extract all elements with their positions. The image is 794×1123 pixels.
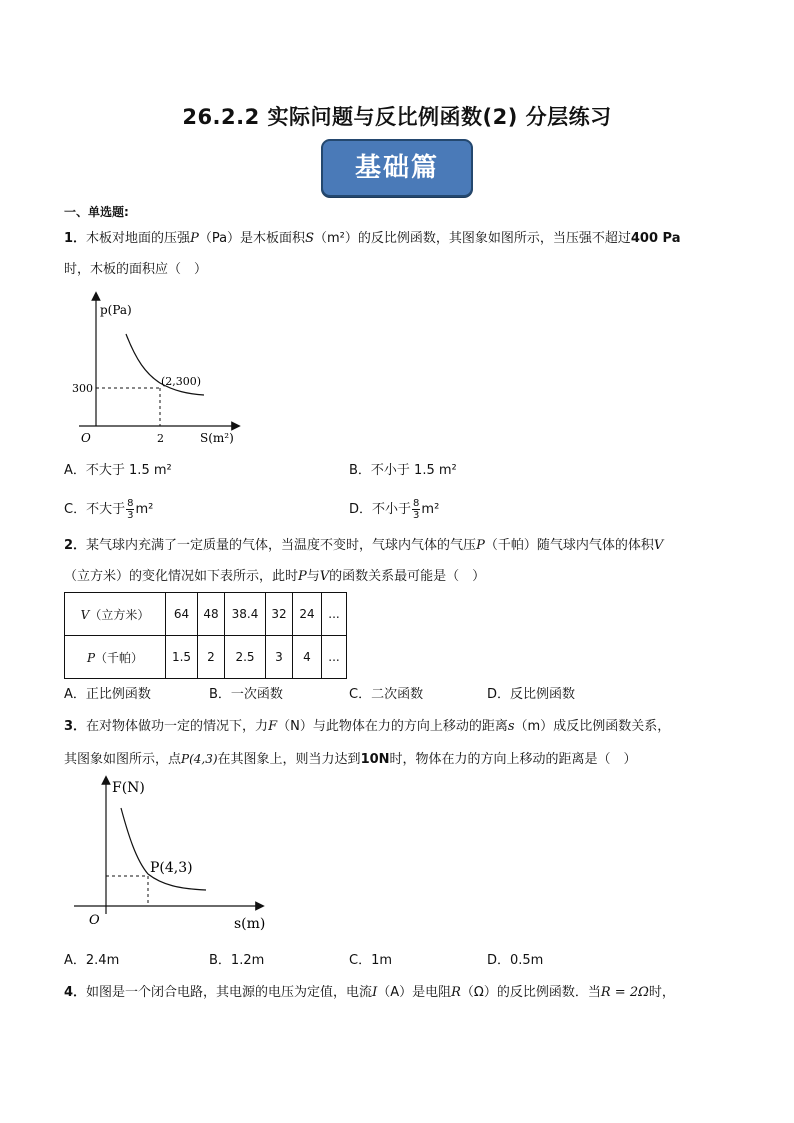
q3-curve <box>121 808 206 890</box>
q3-option-b[interactable]: B．1.2m <box>209 953 265 968</box>
level-badge: 基础篇 <box>321 139 473 197</box>
q1-x-label: S(m²) <box>200 431 234 445</box>
table-cell: 1.5 <box>166 636 198 679</box>
q2-option-b[interactable]: B．一次函数 <box>209 687 283 702</box>
table-cell: 3 <box>266 636 293 679</box>
q1-option-b[interactable]: B．不小于 1.5 m² <box>349 463 457 478</box>
table-cell: 24 <box>293 593 322 636</box>
q1-point-label: (2,300) <box>161 375 202 388</box>
q4-line1: 4．如图是一个闭合电路，其电源的电压为定值，电流I（A）是电阻R（Ω）的反比例函数．当R = 2Ω时， <box>64 985 675 1000</box>
q3-option-d[interactable]: D．0.5m <box>487 953 544 968</box>
table-cell: 32 <box>266 593 293 636</box>
q3-line1: 3．在对物体做功一定的情况下，力F（N）与此物体在力的方向上移动的距离s（m）成反比例函数关系， <box>64 719 671 734</box>
q2-table <box>64 592 347 679</box>
table-cell: 64 <box>166 593 198 636</box>
table-cell: 38.4 <box>225 593 266 636</box>
q2-option-a[interactable]: A．正比例函数 <box>64 687 151 702</box>
q2-line1: 2．某气球内充满了一定质量的气体，当温度不变时，气球内气体的气压P（千帕）随气球内气体的体积V <box>64 538 664 553</box>
q2-line2: （立方米）的变化情况如下表所示，此时P与V的函数关系最可能是（ ） <box>64 569 486 584</box>
q1-option-d[interactable]: D．不小于 $\frac{8}{3}$ m² <box>349 498 440 521</box>
q2-table-row-p <box>65 636 347 679</box>
q1-graph <box>64 290 244 450</box>
q1-line2: 时，木板的面积应（ ） <box>64 262 208 277</box>
q2-option-c[interactable]: C．二次函数 <box>349 687 424 702</box>
table-cell: 48 <box>198 593 225 636</box>
q3-line2: 其图象如图所示，点P(4,3)在其图象上，则当力达到10N时，物体在力的方向上移动的距离是（ ） <box>64 752 637 767</box>
q1-y-label: p(Pa) <box>100 303 132 317</box>
q2-table-header-p: P（千帕） <box>65 636 166 679</box>
q1-option-c[interactable]: C．不大于 $\frac{8}{3}$ m² <box>64 498 154 521</box>
q1-origin: O <box>81 431 91 445</box>
q1-option-a[interactable]: A．不大于 1.5 m² <box>64 463 172 478</box>
q2-number: 2． <box>64 538 87 553</box>
q3-origin: O <box>89 913 100 928</box>
q3-option-a[interactable]: A．2.4m <box>64 953 120 968</box>
table-cell: 2.5 <box>225 636 266 679</box>
q1-line1: 1．木板对地面的压强P（Pa）是木板面积S（m²）的反比例函数，其图象如图所示，当压强不超过400 Pa <box>64 231 681 246</box>
table-cell: ... <box>322 593 347 636</box>
section-heading: 一、单选题: <box>64 205 129 219</box>
q3-option-c[interactable]: C．1m <box>349 953 393 968</box>
table-cell: 4 <box>293 636 322 679</box>
q1-x-tick: 2 <box>157 432 164 445</box>
page-title: 26.2.2 实际问题与反比例函数(2) 分层练习 <box>182 105 612 129</box>
q3-point-label: P(4,3) <box>150 860 193 876</box>
table-cell: ... <box>322 636 347 679</box>
q3-y-label: F(N) <box>112 780 145 796</box>
q2-table-row-v <box>65 593 347 636</box>
q1-y-tick: 300 <box>72 382 93 395</box>
q2-table-header-v: V（立方米） <box>65 593 166 636</box>
q3-x-label: s(m) <box>234 916 266 932</box>
q4-number: 4． <box>64 985 87 1000</box>
q2-option-d[interactable]: D．反比例函数 <box>487 687 576 702</box>
q3-graph <box>64 772 284 932</box>
q1-option-c-fraction: $\frac{8}{3}$ <box>127 498 134 521</box>
q1-number: 1． <box>64 231 87 246</box>
q1-option-d-fraction: $\frac{8}{3}$ <box>413 498 420 521</box>
q3-number: 3． <box>64 719 87 734</box>
table-cell: 2 <box>198 636 225 679</box>
